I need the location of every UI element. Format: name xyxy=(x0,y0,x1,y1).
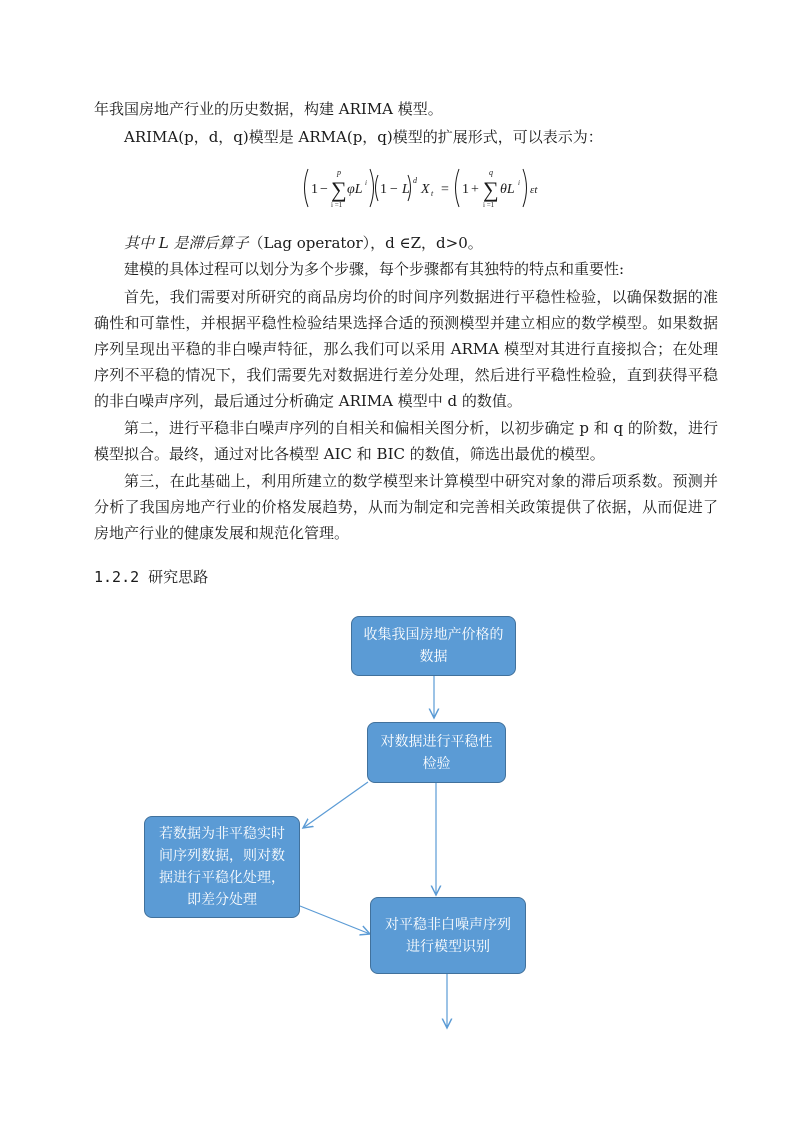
formula-minus: − xyxy=(320,182,328,197)
lag-operator-label: 其中 L 是滞后算子 xyxy=(124,234,249,252)
flow-box-model-identification: 对平稳非白噪声序列进行模型识别 xyxy=(370,897,526,974)
paragraph-2: ARIMA(p，d，q)模型是 ARMA(p，q)模型的扩展形式，可以表示为： xyxy=(124,128,603,146)
formula-sum-upper-1: p xyxy=(337,168,341,177)
flow-box-stationarity-test: 对数据进行平稳性检验 xyxy=(367,722,506,783)
paragraph-5: 首先，我们需要对所研究的商品房均价的时间序列数据进行平稳性检验，以确保数据的准确性和可靠性，并根据平稳性检验结果选择合适的预测模型并建立相应的数学模型。如果数据序列呈现出平稳的非白噪声特征，那么我们可以采用 ARMA 模型对其进行直接拟合；在处理序列不平稳的情况下，我们需要先对数据进行差分处理，然后进行平稳性检验，直到获得平稳的非白噪声序列，最后通过分析确定 ARIMA 模型中 d 的数值。 xyxy=(94,288,718,410)
formula-sigma-1: ∑ xyxy=(331,177,347,202)
section-heading: 1.2.2 研究思路 xyxy=(94,568,209,586)
formula-exp-i-2: i xyxy=(518,179,520,187)
formula-X: X xyxy=(421,182,430,197)
formula-sum-upper-2: q xyxy=(489,168,493,177)
flow-box-differencing: 若数据为非平稳实时间序列数据，则对数据进行平稳化处理，即差分处理 xyxy=(144,816,300,918)
paragraph-4: 建模的具体过程可以划分为多个步骤，每个步骤都有其独特的特点和重要性: xyxy=(124,260,625,278)
arrow-test-to-diff xyxy=(303,782,368,828)
formula-theta-term: θL xyxy=(500,182,515,197)
formula-epsilon: εt xyxy=(530,184,538,196)
formula-one-c: 1 xyxy=(462,182,469,197)
formula-one-a: 1 xyxy=(311,182,318,197)
arrow-diff-to-identify xyxy=(300,906,370,934)
paragraph-7: 第三，在此基础上，利用所建立的数学模型来计算模型中研究对象的滞后项系数。预测并分析了我国房地产行业的价格发展趋势，从而为制定和完善相关政策提供了依据，从而促进了房地产行业的健康发展和规范化管理。 xyxy=(94,472,718,542)
flow-box-collect-data: 收集我国房地产价格的数据 xyxy=(351,616,516,676)
formula-phi-term: φL xyxy=(347,182,363,197)
formula-plus: + xyxy=(471,182,479,197)
formula-exp-d: d xyxy=(413,176,417,185)
formula-sum-lower-1: i =1 xyxy=(331,201,343,209)
formula-equals: = xyxy=(441,182,449,197)
paragraph-1: 年我国房地产行业的历史数据，构建 ARIMA 模型。 xyxy=(94,100,443,118)
formula-exp-i-1: i xyxy=(365,179,367,187)
lag-operator-rest: （Lag operator），d ∈Z，d>0。 xyxy=(248,234,483,252)
formula-t-sub: t xyxy=(431,189,434,198)
formula-minus-L: − L xyxy=(389,182,410,197)
formula-one-b: 1 xyxy=(380,182,387,197)
formula-sum-lower-2: i =1 xyxy=(483,201,495,209)
paragraph-6: 第二，进行平稳非白噪声序列的自相关和偏相关图分析，以初步确定 p 和 q 的阶数，进行模型拟合。最终，通过对比各模型 AIC 和 BIC 的数值，筛选出最优的模型。 xyxy=(94,419,718,463)
formula-sigma-2: ∑ xyxy=(483,177,499,202)
